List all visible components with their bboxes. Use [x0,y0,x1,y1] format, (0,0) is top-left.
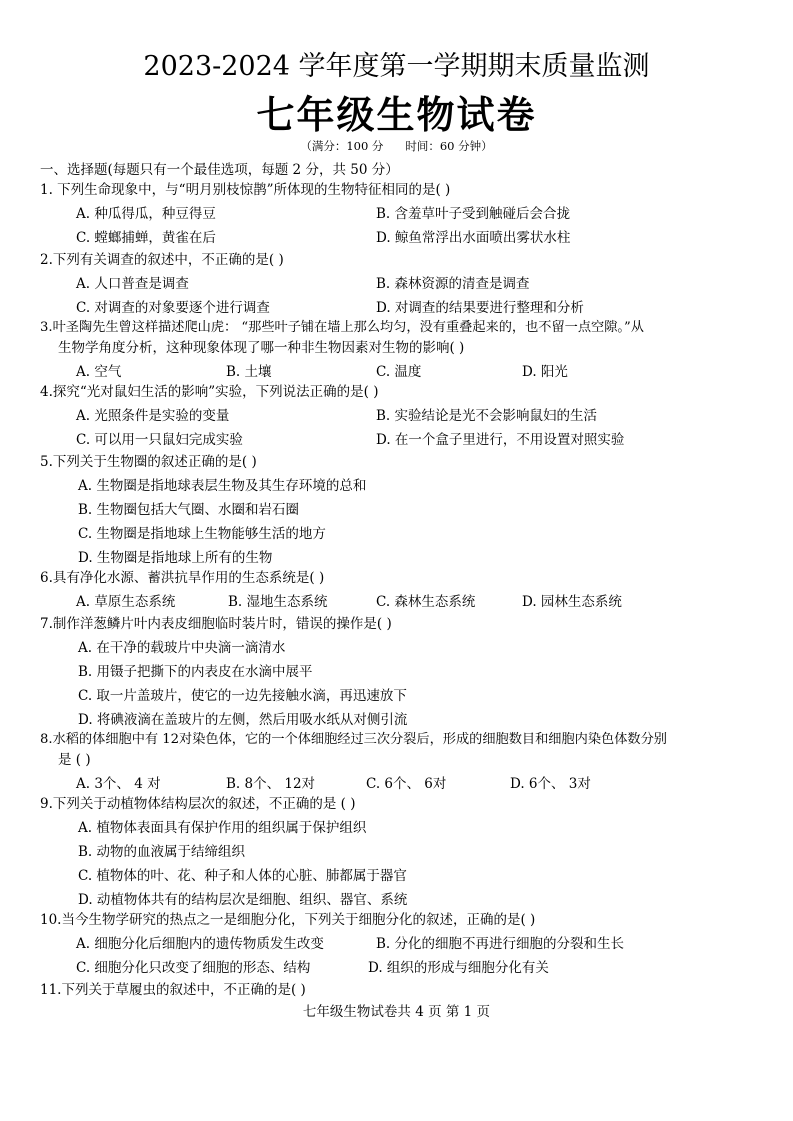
question-option: D. 6个、 3对 [510,776,591,792]
question-option: C. 取一片盖玻片，使它的一边先接触水滴，再迅速放下 [78,688,407,704]
question-option: A. 光照条件是实验的变量 [76,408,230,424]
question-option: C. 6个、 6对 [366,776,447,792]
question-option: A. 生物圈是指地球表层生物及其生存环境的总和 [78,478,367,494]
question-option: A. 3个、 4 对 [76,776,161,792]
question-option: B. 森林资源的清查是调查 [376,276,530,292]
question-option: D. 生物圈是指地球上所有的生物 [78,550,273,566]
question-stem: 2.下列有关调查的叙述中，不正确的是( ) [40,252,284,268]
question-stem: 7.制作洋葱鳞片叶内表皮细胞临时装片时，错误的操作是( ) [40,616,392,632]
question-option: C. 温度 [376,364,422,380]
question-option: B. 湿地生态系统 [228,594,328,610]
question-stem: 4.探究“光对鼠妇生活的影响”实验，下列说法正确的是( ) [40,384,379,400]
question-stem-continued: 是 ( ) [58,752,91,768]
question-option: D. 将碘液滴在盖玻片的左侧，然后用吸水纸从对侧引流 [78,712,408,728]
question-option: B. 用镊子把撕下的内表皮在水滴中展平 [78,664,313,680]
question-option: C. 森林生态系统 [376,594,476,610]
question-option: D. 对调查的结果要进行整理和分析 [376,300,584,316]
question-option: D. 组织的形成与细胞分化有关 [368,960,549,976]
question-stem: 1. 下列生命现象中，与“明月别枝惊鹊”所体现的生物特征相同的是( ) [40,182,451,198]
exam-meta: （满分：100 分 时间：60 分钟） [300,139,493,153]
question-option: C. 螳螂捕蝉，黄雀在后 [76,230,216,246]
question-option: C. 生物圈是指地球上生物能够生活的地方 [78,526,326,542]
question-option: A. 细胞分化后细胞内的遗传物质发生改变 [76,936,324,952]
question-option: C. 对调查的对象要逐个进行调查 [76,300,270,316]
exam-title-line1: 2023-2024 学年度第一学期期末质量监测 [143,51,650,82]
question-option: B. 分化的细胞不再进行细胞的分裂和生长 [376,936,625,952]
question-option: A. 空气 [76,364,122,380]
question-stem: 10.当今生物学研究的热点之一是细胞分化，下列关于细胞分化的叙述，正确的是( ) [40,912,536,928]
question-option: D. 动植物体共有的结构层次是细胞、组织、器官、系统 [78,892,408,908]
question-option: B. 8个、 12对 [226,776,316,792]
question-stem: 6.具有净化水源、蓄洪抗旱作用的生态系统是( ) [40,570,325,586]
question-option: B. 含羞草叶子受到触碰后会合拢 [376,206,571,222]
question-option: A. 植物体表面具有保护作用的组织属于保护组织 [78,820,367,836]
question-option: D. 阳光 [522,364,568,380]
question-option: B. 生物圈包括大气圈、水圈和岩石圈 [78,502,300,518]
question-stem: 11.下列关于草履虫的叙述中，不正确的是( ) [40,982,306,998]
question-option: C. 植物体的叶、花、种子和人体的心脏、肺都属于器官 [78,868,407,884]
question-option: B. 动物的血液属于结缔组织 [78,844,246,860]
question-option: A. 在干净的载玻片中央滴一滴清水 [78,640,286,656]
question-option: D. 在一个盒子里进行，不用设置对照实验 [376,432,625,448]
question-option: B. 土壤 [226,364,272,380]
question-stem: 3.叶圣陶先生曾这样描述爬山虎： “那些叶子铺在墙上那么均匀，没有重叠起来的，也不留一点空隙。”从 [40,320,644,335]
section-heading: 一、选择题(每题只有一个最佳选项，每题 2 分，共 50 分） [40,162,399,178]
question-option: D. 园林生态系统 [522,594,622,610]
exam-title-line2: 七年级生物试卷 [256,92,537,137]
question-option: A. 草原生态系统 [76,594,176,610]
question-option: A. 人口普查是调查 [76,276,189,292]
question-option: C. 可以用一只鼠妇完成实验 [76,432,243,448]
question-option: D. 鲸鱼常浮出水面喷出雾状水柱 [376,230,571,246]
question-stem-continued: 生物学角度分析，这种现象体现了哪一种非生物因素对生物的影响( ) [58,340,465,356]
page-footer: 七年级生物试卷共 4 页 第 1 页 [302,1004,491,1020]
question-option: C. 细胞分化只改变了细胞的形态、结构 [76,960,311,976]
question-stem: 9.下列关于动植物体结构层次的叙述，不正确的是 ( ) [40,796,356,812]
question-stem: 5.下列关于生物圈的叙述正确的是( ) [40,454,257,470]
question-option: A. 种瓜得瓜，种豆得豆 [76,206,216,222]
question-stem: 8.水稻的体细胞中有 12对染色体，它的一个体细胞经过三次分裂后，形成的细胞数目和细胞内染色体数分别 [40,732,667,747]
question-option: B. 实验结论是光不会影响鼠妇的生活 [376,408,598,424]
